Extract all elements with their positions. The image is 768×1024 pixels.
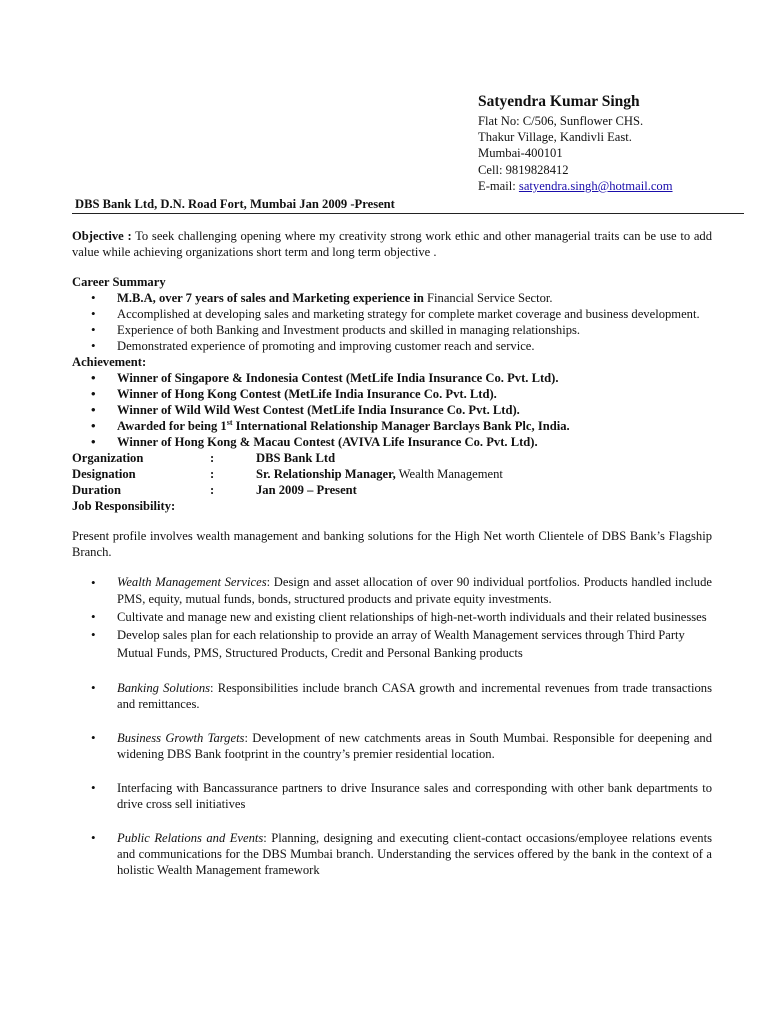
bullet-icon: • bbox=[91, 338, 96, 353]
header-divider bbox=[72, 213, 744, 214]
list-item: • Demonstrated experience of promoting and improving customer reach and service. bbox=[91, 338, 535, 353]
list-item: • Winner of Hong Kong & Macau Contest (AVIVA Life Insurance Co. Pvt. Ltd). bbox=[91, 434, 538, 449]
list-item: • Winner of Wild Wild West Contest (MetLife India Insurance Co. Pvt. Ltd). bbox=[91, 402, 520, 417]
list-item: • Banking Solutions: Responsibilities include branch CASA growth and incremental revenues from trade transactions and remittances. bbox=[91, 680, 713, 711]
list-item: • Cultivate and manage new and existing client relationships of high-net-worth individuals and their related businesses bbox=[91, 609, 707, 624]
bullet-icon: • bbox=[91, 627, 96, 642]
address-line-1: Flat No: C/506, Sunflower CHS. bbox=[478, 114, 644, 128]
bullet-icon: • bbox=[91, 322, 96, 337]
objective-text: To seek challenging opening where my creativity strong work ethic and other managerial traits can be use to add value while achieving organizations short term and long term objective . bbox=[72, 229, 712, 259]
list-item: • Accomplished at developing sales and marketing strategy for complete market coverage and business development. bbox=[91, 306, 700, 321]
candidate-name: Satyendra Kumar Singh bbox=[478, 93, 640, 110]
list-item: • Winner of Hong Kong Contest (MetLife India Insurance Co. Pvt. Ltd). bbox=[91, 386, 497, 401]
bullet-icon: • bbox=[91, 290, 96, 305]
organization-row: Organization : DBS Bank Ltd bbox=[72, 451, 336, 465]
resume-body bbox=[72, 228, 712, 878]
achievement-list bbox=[72, 370, 712, 450]
list-item: • Interfacing with Bancassurance partners to drive Insurance sales and corresponding with other bank departments to drive cross sell initiatives bbox=[91, 780, 712, 811]
duration-row: Duration : Jan 2009 – Present bbox=[72, 483, 357, 497]
email-link[interactable]: satyendra.singh@hotmail.com bbox=[518, 178, 673, 193]
bullet-icon: • bbox=[91, 780, 96, 795]
bullet-icon: • bbox=[91, 609, 96, 624]
address-line-2: Thakur Village, Kandivli East. bbox=[478, 130, 632, 145]
objective bbox=[72, 228, 712, 260]
bullet-icon: • bbox=[91, 386, 96, 401]
designation-row: Designation : Sr. Relationship Manager, Wealth Management bbox=[72, 467, 503, 481]
profile-summary: Present profile involves wealth management and banking solutions for the High Net worth Clientele of DBS Bank’s Flagship Branch. bbox=[72, 529, 712, 559]
list-item: • M.B.A, over 7 years of sales and Marketing experience in Financial Service Sector. bbox=[91, 290, 553, 305]
email-line bbox=[478, 178, 748, 194]
list-item: • Winner of Singapore & Indonesia Contest (MetLife India Insurance Co. Pvt. Ltd). bbox=[91, 370, 559, 385]
list-item: • Experience of both Banking and Investment products and skilled in managing relationships. bbox=[91, 322, 581, 337]
list-item: • Business Growth Targets: Development of new catchments areas in South Mumbai. Responsible for deepening and widening DBS Bank footprint in the country’s premier residential location. bbox=[91, 730, 712, 761]
cell-number: Cell: 9819828412 bbox=[478, 162, 569, 177]
bullet-icon: • bbox=[91, 418, 96, 433]
bullet-icon: • bbox=[91, 730, 96, 745]
career-summary-heading: Career Summary bbox=[72, 275, 166, 289]
contact-block bbox=[478, 93, 748, 194]
list-item: • Develop sales plan for each relationship to provide an array of Wealth Management services through Third Party Mutual Funds, PMS, Structured Products, Credit and Personal Banking products bbox=[91, 627, 685, 660]
bullet-icon: • bbox=[91, 306, 96, 321]
list-item: • Public Relations and Events: Planning, designing and executing client-contact occasions/employee relations events and communications for the DBS Mumbai branch. Understanding the services offered by the bank in the context of a holistic Wealth Management framework bbox=[91, 830, 712, 877]
achievement-heading: Achievement: bbox=[72, 355, 147, 369]
email-label: E-mail: bbox=[478, 178, 519, 193]
bullet-icon: • bbox=[91, 370, 96, 385]
bullet-icon: • bbox=[91, 434, 96, 449]
address-line-3: Mumbai-400101 bbox=[478, 146, 563, 161]
career-summary-list bbox=[72, 290, 712, 354]
employer-line: DBS Bank Ltd, D.N. Road Fort, Mumbai Jan 2009 -Present bbox=[75, 197, 395, 211]
list-item: • Awarded for being 1st International Relationship Manager Barclays Bank Plc, India. bbox=[91, 417, 570, 433]
bullet-icon: • bbox=[91, 402, 96, 417]
bullet-icon: • bbox=[91, 680, 96, 695]
bullet-icon: • bbox=[91, 830, 96, 845]
list-item: • Wealth Management Services: Design and asset allocation of over 90 individual portfolios. Products handled include PMS, equity, mutual funds, bonds, structured products and private equity investments. bbox=[91, 575, 712, 606]
responsibility-list bbox=[72, 574, 712, 878]
job-responsibility-heading: Job Responsibility: bbox=[72, 499, 176, 513]
bullet-icon: • bbox=[91, 575, 96, 590]
objective-label: Objective : bbox=[72, 229, 132, 243]
